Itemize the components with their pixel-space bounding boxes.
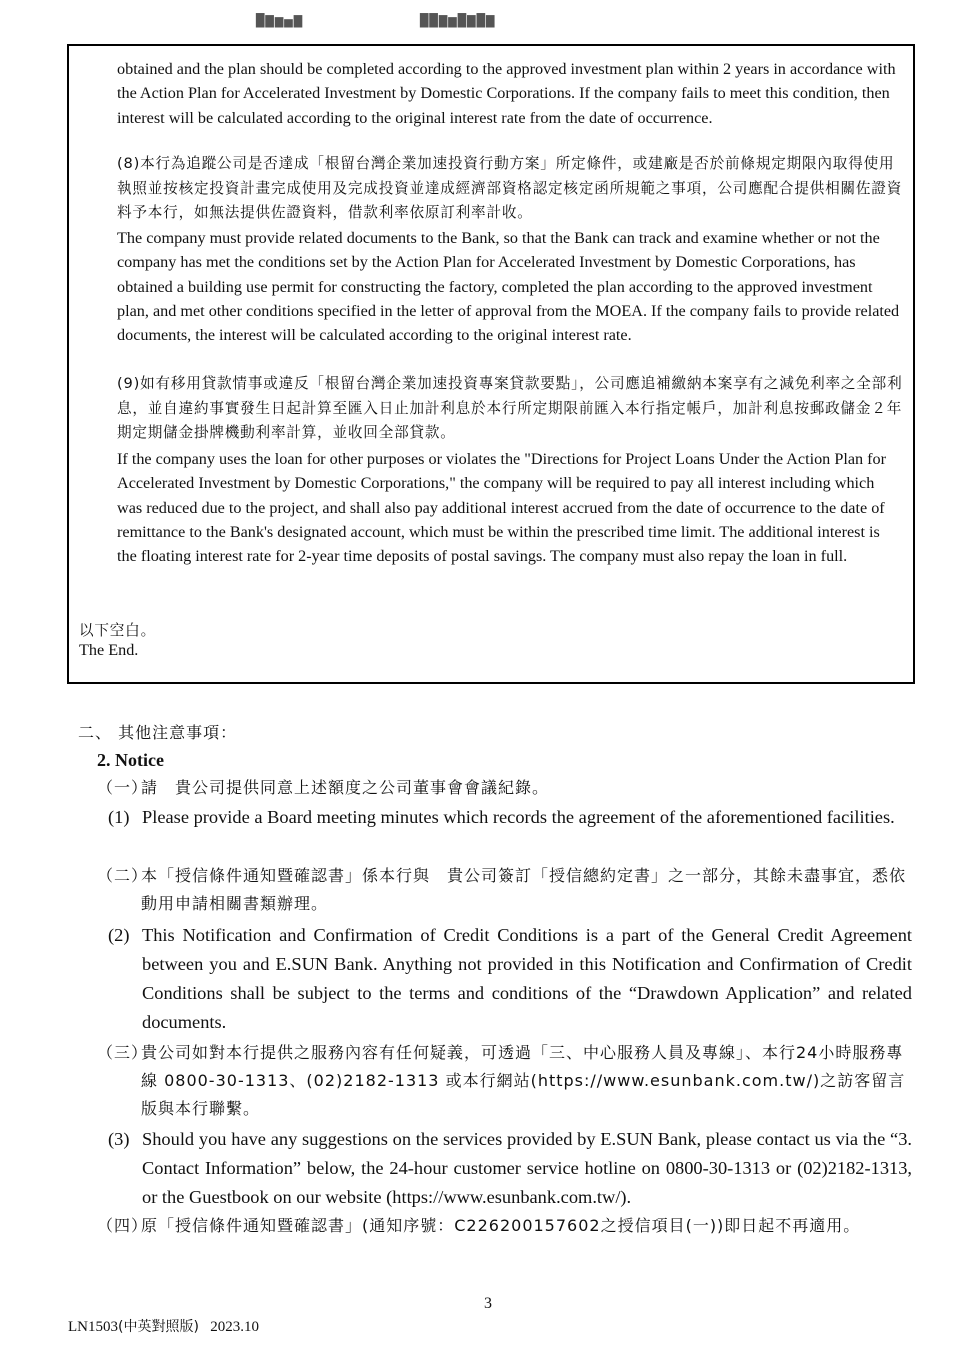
item-label: （二） bbox=[97, 866, 149, 885]
paragraph-7-en-continued: obtained and the plan should be completed according to the approved investment plan within 2 years in accordance with the Action Plan for Accelerated Investment by Domestic Corporations. If the company fails to meet this condition, then interest will be calculated according to the original interest rate from the date of occurrence. bbox=[117, 60, 896, 127]
item-text: 貴公司如對本行提供之服務內容有任何疑義，可透過「三、中心服務人員及專線」、本行24小時服務專線 0800-30-1313、(02)2182-1313 或本行網站(https://www.esunbank.com.tw/)之訪客留言版與本行聯繫。 bbox=[141, 1043, 906, 1118]
item-text: 請 貴公司提供同意上述額度之公司董事會會議紀錄。 bbox=[141, 778, 550, 797]
item-label: (2) bbox=[108, 925, 130, 945]
page-number: 3 bbox=[484, 1295, 492, 1312]
item-text: Please provide a Board meeting minutes which records the agreement of the aforementioned facilities. bbox=[142, 807, 895, 827]
item-label: （一） bbox=[97, 778, 149, 797]
header-stamp-marks bbox=[250, 10, 550, 36]
item-text: 本「授信條件通知暨確認書」係本行與 貴公司簽訂「授信總約定書」之一部分，其餘未盡事宜，悉依動用申請相關書類辦理。 bbox=[141, 866, 907, 913]
item-label: （三） bbox=[97, 1043, 149, 1062]
end-marker-en: The End. bbox=[79, 641, 139, 659]
item-label: (3) bbox=[108, 1129, 130, 1149]
conditions-box bbox=[67, 44, 915, 684]
item-label: (1) bbox=[108, 807, 130, 827]
notice-heading-en: 2. Notice bbox=[97, 750, 164, 770]
end-marker-zh: 以下空白。 bbox=[79, 622, 156, 639]
form-code-zh: (中英對照版) bbox=[118, 1319, 199, 1335]
form-code: LN1503 bbox=[68, 1319, 118, 1335]
header-mark-right: ▇▇▆▅▇▆▇▆ bbox=[420, 12, 496, 28]
item-text: Should you have any suggestions on the services provided by E.SUN Bank, please contact us via the “3. Contact Information” below, the 24-hour customer service hotline on 0800-30-1313 or (02)2182-1313, or the Guestbook on our website (https://www.esunbank.com.tw/). bbox=[142, 1129, 912, 1207]
header-mark-left: ▇▆▅▄▆ bbox=[256, 12, 304, 28]
paragraph-9-en: If the company uses the loan for other purposes or violates the "Directions for Project Loans Under the Action Plan for Accelerated Investment by Domestic Corporations," the company will be required to pay all interest including which was reduced due to the project, and shall also pay additional interest accrued from the date of occurrence to the date of remittance to the Bank's designated account, which must be within the prescribed time limit. The additional interest is the floating interest rate for 2-year time deposits of postal savings. The company must also repay the loan in full. bbox=[117, 450, 887, 566]
paragraph-8-zh: (8)本行為追蹤公司是否達成「根留台灣企業加速投資行動方案」所定條件，或建廠是否於前條規定期限內取得使用執照並按核定投資計畫完成使用及完成投資並達成經濟部資格認定核定函所規範之事項，公司應配合提供相關佐證資料予本行，如無法提供佐證資料，借款利率依原訂利率計收。 bbox=[117, 155, 903, 222]
form-version: 2023.10 bbox=[210, 1319, 259, 1335]
notice-heading-zh: 二、 其他注意事項： bbox=[78, 723, 238, 742]
item-label: （四） bbox=[97, 1216, 149, 1235]
paragraph-8-en: The company must provide related documents to the Bank, so that the Bank can track and examine whether or not the company has met the conditions set by the Action Plan for Accelerated Investment by Domestic Corporations, has obtained a building use permit for constructing the factory, completed the plan according to the approved investment plan, and met other conditions specified in the letter of approval from the MOEA. If the company fails to provide related documents, the interest will be calculated according to the original interest rate. bbox=[117, 229, 900, 345]
form-footer bbox=[68, 1316, 259, 1336]
item-text: 原「授信條件通知暨確認書」(通知序號：C226200157602之授信項目(一))即日起不再適用。 bbox=[141, 1216, 861, 1235]
item-text: This Notification and Confirmation of Credit Conditions is a part of the General Credit Agreement between you and E.SUN Bank. Anything not provided in this Notification and Confirmation of Credit Conditions shall be subject to the terms and conditions of the “Drawdown Application” and related documents. bbox=[142, 925, 912, 1032]
paragraph-9-zh: (9)如有移用貸款情事或違反「根留台灣企業加速投資專案貸款要點」，公司應追補繳納本案享有之減免利率之全部利息，並自違約事實發生日起計算至匯入日止加計利息於本行所定期限前匯入本行指定帳戶，加計利息按郵政儲金２年期定期儲金掛牌機動利率計算，並收回全部貸款。 bbox=[117, 375, 903, 442]
